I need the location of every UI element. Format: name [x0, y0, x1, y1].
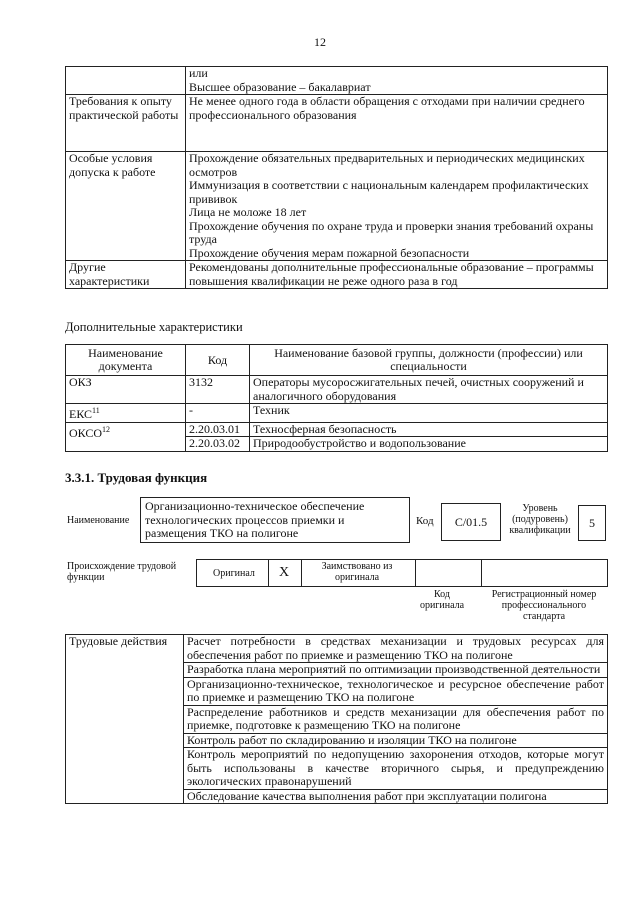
orig-code-label: Код оригинала	[419, 589, 465, 611]
actions-table	[65, 634, 608, 804]
code-cell: -	[186, 404, 250, 423]
action-item: Организационно-техническое, технологическое и ресурсное обеспечение работ по приемке и размещению ТКО на полигоне	[184, 677, 608, 705]
value-line: Прохождение обучения мерам пожарной безопасности	[189, 245, 470, 260]
code-cell: 2.20.03.02	[186, 437, 250, 452]
origin-box	[196, 559, 608, 587]
level-box	[578, 505, 606, 541]
action-item: Разработка плана мероприятий по оптимизации производственной деятельности	[184, 663, 608, 678]
additional-title: Дополнительные характеристики	[65, 320, 243, 334]
doc-name: ОКСО	[69, 425, 103, 440]
row-label: Требования к опыту практической работы	[66, 95, 186, 152]
table-row	[66, 376, 608, 404]
header-document: Наименование документа	[66, 345, 186, 376]
function-code: С/01.5	[454, 514, 488, 529]
page-number: 12	[314, 35, 326, 49]
table-row	[66, 422, 608, 437]
function-name-box	[140, 497, 410, 543]
origin-label: Происхождение трудовой функции	[67, 561, 177, 583]
additional-table	[65, 344, 608, 452]
doc-cell	[66, 422, 186, 451]
row-label	[66, 67, 186, 95]
name-cell: Техносферная безопасность	[250, 422, 608, 437]
action-item: Контроль мероприятий по недопущению захоронения отходов, которые могут быть использованы в качестве вторичного сырья, и предупреждению экологических правонарушений	[184, 748, 608, 790]
actions-label: Трудовые действия	[66, 635, 184, 804]
doc-name: ОКЗ	[69, 375, 92, 389]
name-cell: Операторы мусоросжигательных печей, очистных сооружений и аналогичного оборудования	[250, 376, 608, 404]
value-line: Рекомендованы дополнительные профессиональные образование – программы повышения квалификации не реже одного раза в год	[189, 260, 594, 288]
action-item: Обследование качества выполнения работ при эксплуатации полигона	[184, 789, 608, 804]
code-label: Код	[416, 515, 434, 527]
table-row	[66, 261, 608, 289]
doc-cell	[66, 404, 186, 423]
table-header-row	[66, 345, 608, 376]
original-mark: X	[279, 565, 290, 580]
row-value	[186, 95, 608, 152]
function-name: Организационно-техническое обеспечение технологических процессов приемки и размещения ТКО на полигоне	[145, 499, 365, 540]
action-item: Контроль работ по складированию и изоляции ТКО на полигоне	[184, 733, 608, 748]
value-line: Прохождение обязательных предварительных и периодических медицинских осмотров	[189, 151, 585, 179]
header-name: Наименование базовой группы, должности (профессии) или специальности	[250, 345, 608, 376]
code-cell: 2.20.03.01	[186, 422, 250, 437]
reg-number-label: Регистрационный номер профессионального стандарта	[491, 589, 597, 622]
doc-name: ЕКС	[69, 407, 93, 421]
original-label: Оригинал	[213, 568, 255, 579]
value-line: Высшее образование – бакалавриат	[189, 79, 371, 94]
action-item: Распределение работников и средств механизации для обеспечения работ по приемке, подготовке к размещению ТКО на полигоне	[184, 705, 608, 733]
value-line: Лица не моложе 18 лет	[189, 205, 307, 219]
value-line: или	[189, 66, 208, 80]
row-value	[186, 261, 608, 289]
name-cell: Природообустройство и водопользование	[250, 437, 608, 452]
value-line: Иммунизация в соответствии с национальным календарем профилактических прививок	[189, 178, 589, 206]
table-row	[66, 635, 608, 663]
footnote-ref: 11	[92, 406, 100, 415]
row-value	[186, 67, 608, 95]
name-label: Наименование	[67, 515, 130, 526]
table-row	[66, 95, 608, 152]
value-line: Не менее одного года в области обращения с отходами при наличии среднего профессионального образования	[189, 94, 585, 122]
requirements-table	[65, 66, 608, 289]
doc-cell	[66, 376, 186, 404]
footnote-ref: 12	[102, 424, 111, 434]
row-label: Особые условия допуска к работе	[66, 152, 186, 261]
table-row	[66, 67, 608, 95]
row-label: Другие характеристики	[66, 261, 186, 289]
action-item: Расчет потребности в средствах механизации и трудовых ресурсах для обеспечения работ по приемке и размещению ТКО на полигоне	[184, 635, 608, 663]
header-code: Код	[186, 345, 250, 376]
borrowed-label: Заимствовано из оригинала	[321, 561, 393, 583]
function-title: 3.3.1. Трудовая функция	[65, 470, 208, 485]
value-line: Прохождение обучения по охране труда и проверки знания требований охраны труда	[189, 218, 594, 246]
table-row	[66, 404, 608, 423]
code-box	[441, 503, 501, 541]
level-value: 5	[589, 515, 595, 530]
row-value	[186, 152, 608, 261]
code-cell: 3132	[186, 376, 250, 404]
level-label: Уровень (подуровень) квалификации	[509, 503, 571, 536]
name-cell: Техник	[250, 404, 608, 423]
table-row	[66, 152, 608, 261]
